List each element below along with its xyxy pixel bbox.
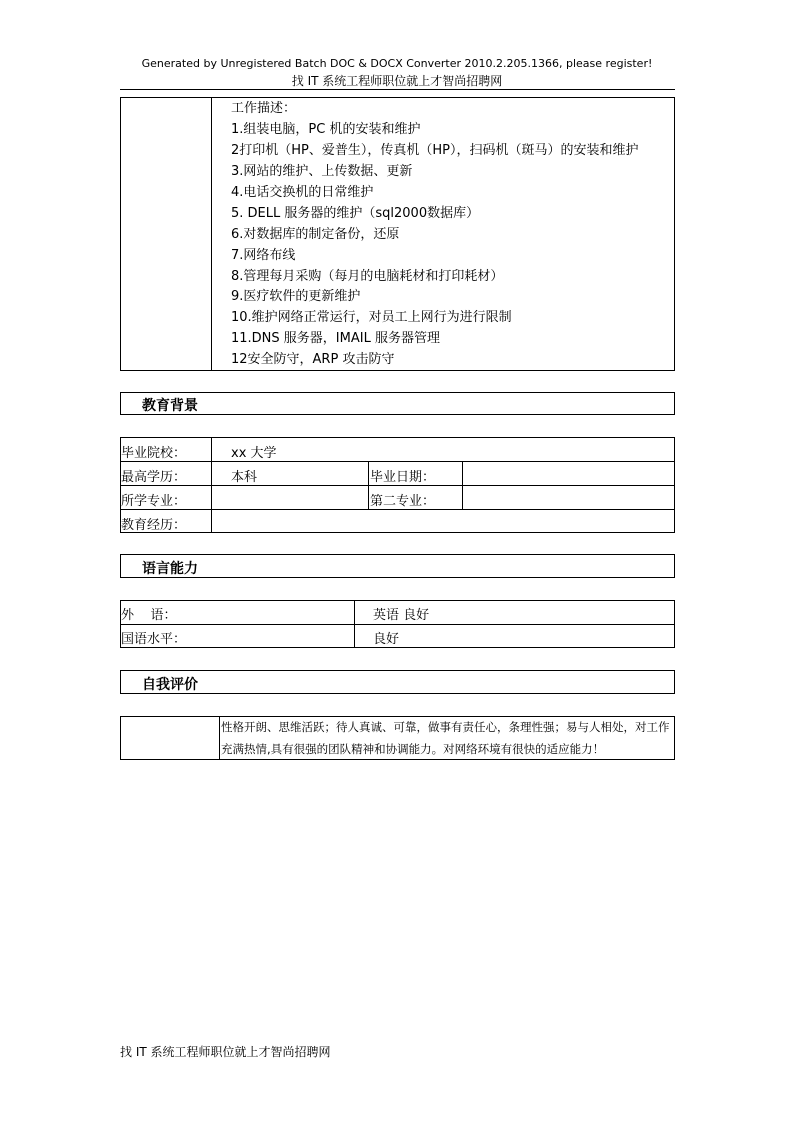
edu-row-line [120, 461, 675, 462]
mandarin-label: 国语水平： [121, 632, 187, 647]
degree-value: 本科 [231, 470, 258, 485]
work-table-divider [211, 97, 212, 371]
edu-row-line [120, 509, 675, 510]
education-title: 教育背景 [142, 398, 198, 414]
second-major-label: 第二专业： [370, 494, 436, 509]
work-item: 4.电话交换机的日常维护 [231, 185, 374, 200]
edu-row-line [120, 485, 675, 486]
education-section-header [120, 392, 675, 415]
work-item: 6.对数据库的制定备份，还原 [231, 227, 400, 242]
degree-label: 最高学历： [121, 470, 187, 485]
foreign-language-value: 英语 良好 [373, 608, 430, 623]
work-item: 12安全防守，ARP 攻击防守 [231, 352, 395, 367]
header-divider [120, 89, 675, 90]
experience-label: 教育经历： [121, 518, 187, 533]
footer-link[interactable]: 找 IT 系统工程师职位就上才智尚招聘网 [120, 1045, 331, 1059]
self-eval-title: 自我评价 [142, 677, 198, 693]
major-label: 所学专业： [121, 494, 187, 509]
work-item: 2打印机（HP、爱普生），传真机（HP），扫码机（斑马）的安装和维护 [231, 143, 639, 158]
language-section-header [120, 554, 675, 578]
work-item: 1.组装电脑，PC 机的安装和维护 [231, 122, 421, 137]
work-item: 9.医疗软件的更新维护 [231, 289, 361, 304]
self-eval-col-line [219, 716, 220, 760]
work-item: 5. DELL 服务器的维护（sql2000数据库） [231, 206, 480, 221]
header-link[interactable]: 找 IT 系统工程师职位就上才智尚招聘网 [291, 74, 503, 88]
work-item: 11.DNS 服务器，IMAIL 服务器管理 [231, 331, 440, 346]
school-label: 毕业院校： [121, 446, 187, 461]
edu-col-line [462, 461, 463, 509]
watermark-text: Generated by Unregistered Batch DOC & DOCX Converter 2010.2.205.1366, please register! [141, 57, 653, 70]
edu-col-line [368, 461, 369, 509]
edu-col-line [211, 437, 212, 533]
lang-col-line [354, 600, 355, 648]
work-item: 3.网站的维护、上传数据、更新 [231, 164, 413, 179]
self-eval-section-header [120, 670, 675, 694]
grad-date-label: 毕业日期： [370, 470, 436, 485]
lang-row-line [120, 624, 675, 625]
work-description-label: 工作描述： [231, 101, 297, 116]
work-item: 7.网络布线 [231, 248, 296, 263]
foreign-language-label: 外 语： [121, 608, 177, 623]
school-value: xx 大学 [231, 446, 277, 461]
work-item: 10.维护网络正常运行，对员工上网行为进行限制 [231, 310, 512, 325]
mandarin-value: 良好 [373, 632, 400, 647]
self-eval-text: 性格开朗、思维活跃；待人真诚、可靠，做事有责任心，条理性强；易与人相处，对工作充满热情,具有很强的团队精神和协调能力。对网络环境有很快的适应能力！ [221, 720, 670, 756]
work-item: 8.管理每月采购（每月的电脑耗材和打印耗材） [231, 269, 504, 284]
language-title: 语言能力 [142, 561, 198, 577]
